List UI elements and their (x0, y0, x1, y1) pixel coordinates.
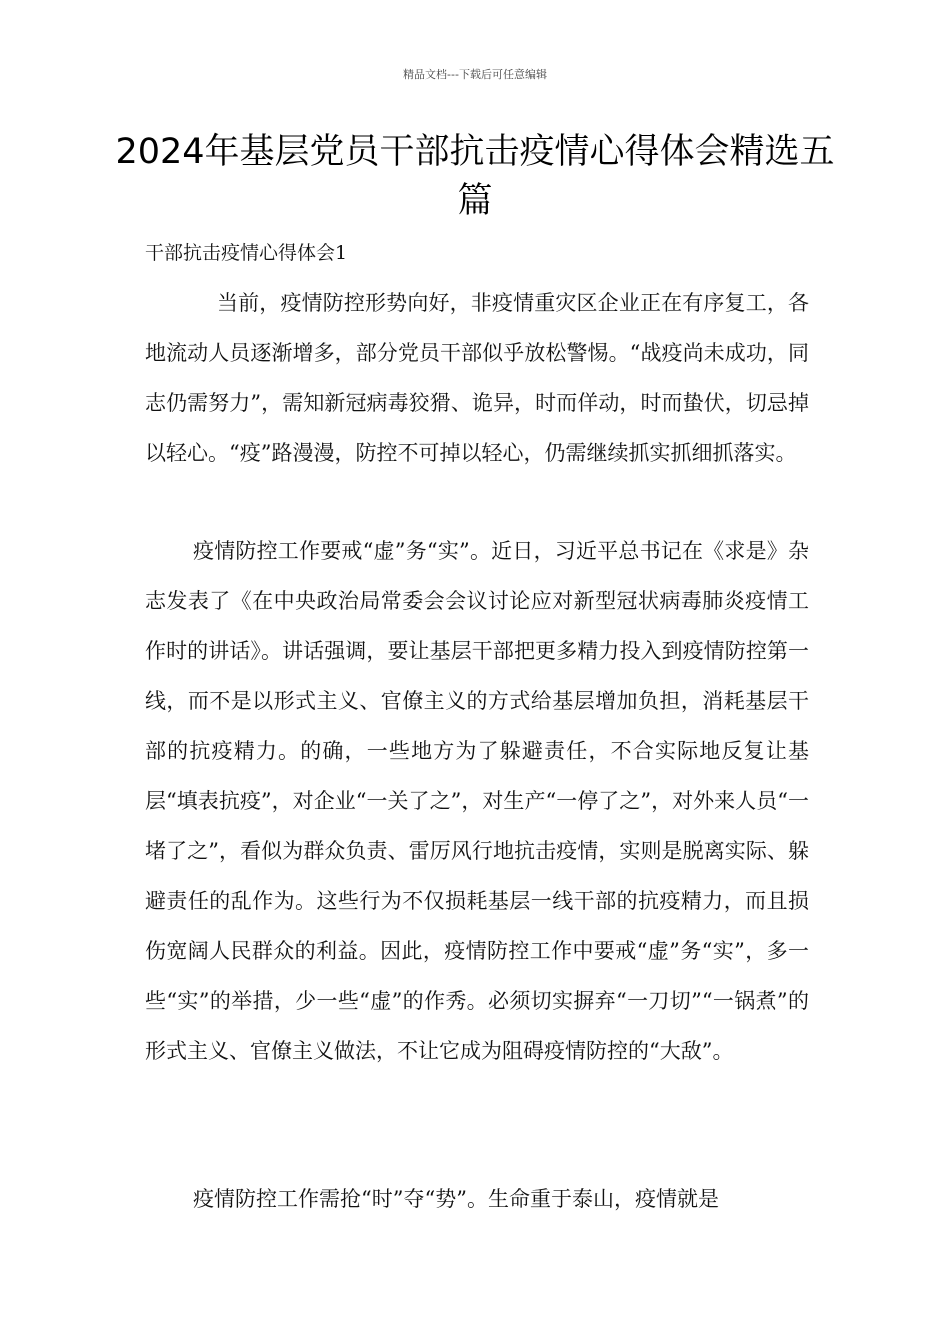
paragraph-1: 当前，疫情防控形势向好，非疫情重灾区企业正在有序复工，各地流动人员逐渐增多，部分党员干部似乎放松警惕。“战疫尚未成功，同志仍需努力”，需知新冠病毒狡猾、诡异，时而佯动，时而蛰伏，切忌掉以轻心。“疫”路漫漫，防控不可掉以轻心，仍需继续抓实抓细抓落实。 (145, 291, 809, 465)
document-title: 2024年基层党员干部抗击疫情心得体会精选五篇 (115, 132, 835, 221)
header-note: 精品文档---下载后可任意编辑 (403, 68, 547, 81)
section-title: 干部抗击疫情心得体会1 (145, 242, 348, 264)
paragraph-2: 疫情防控工作要戒“虚”务“实”。近日，习近平总书记在《求是》杂志发表了《在中央政治局常委会会议讨论应对新型冠状病毒肺炎疫情工作时的讲话》。讲话强调，要让基层干部把更多精力投入到疫情防控第一线，而不是以形式主义、官僚主义的方式给基层增加负担，消耗基层干部的抗疫精力。的确，一些地方为了躲避责任，不合实际地反复让基层“填表抗疫”，对企业“一关了之”，对生产“一停了之”，对外来人员“一堵了之”，看似为群众负责、雷厉风行地抗击疫情，实则是脱离实际、躲避责任的乱作为。这些行为不仅损耗基层一线干部的抗疫精力，而且损伤宽阔人民群众的利益。因此，疫情防控工作中要戒“虚”务“实”，多一些“实”的举措，少一些“虚”的作秀。必须切实摒弃“一刀切”“一锅煮”的形式主义、官僚主义做法，不让它成为阻碍疫情防控的“大敌”。 (145, 539, 809, 1063)
paragraph-3: 疫情防控工作需抢“时”夺“势”。生命重于泰山，疫情就是 (193, 1187, 719, 1211)
